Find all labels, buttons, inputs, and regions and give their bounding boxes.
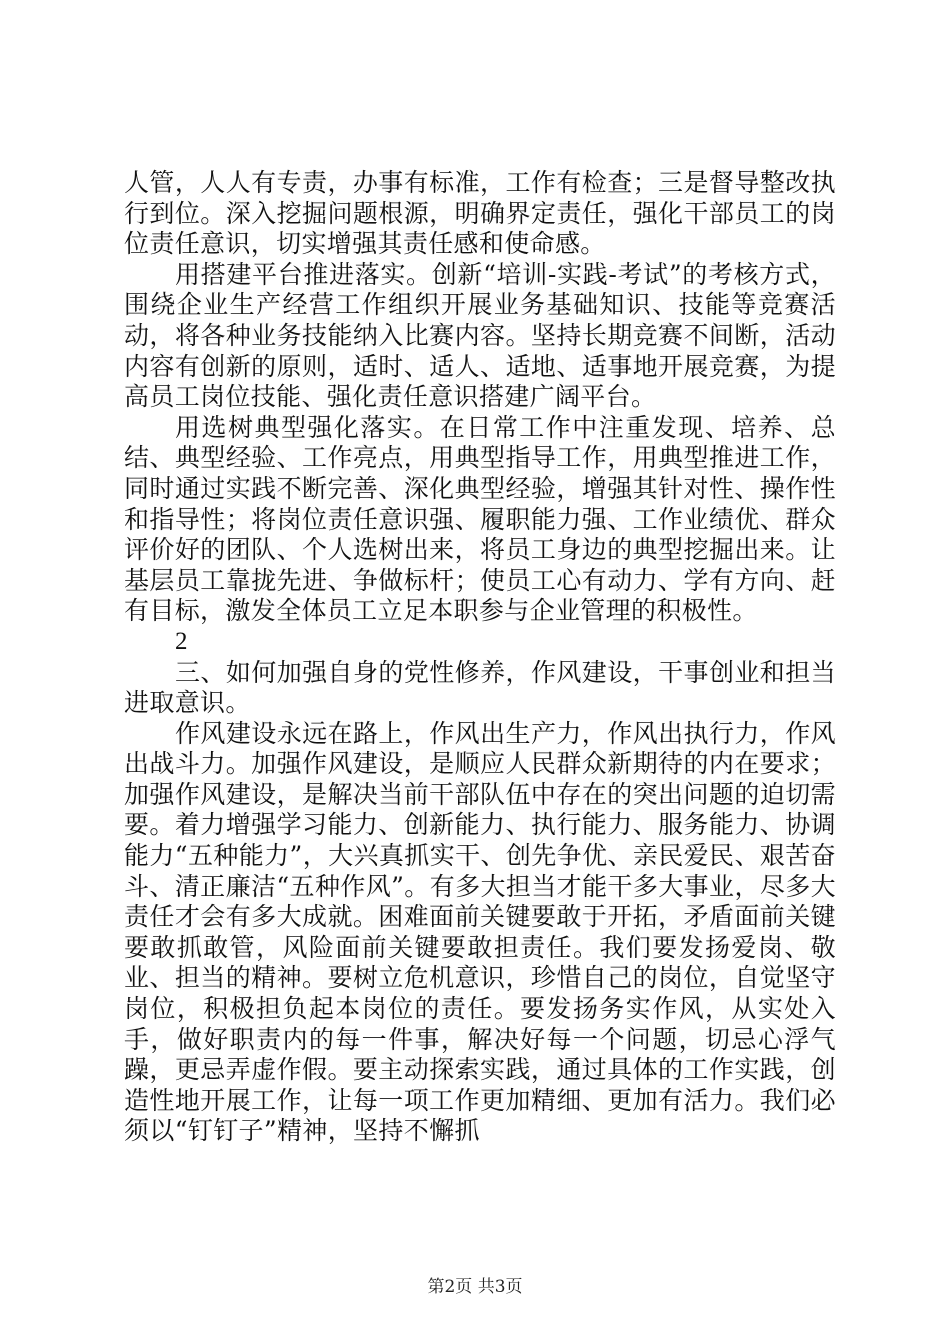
inline-page-number: 2 (175, 627, 188, 655)
document-body (124, 168, 836, 1147)
paragraph-model: 用选树典型强化落实。在日常工作中注重发现、培养、总结、典型经验、工作亮点，用典型指导工作，用典型推进工作，同时通过实践不断完善、深化典型经验，增强其针对性、操作性和指导性；将岗位责任意识强、履职能力强、工作业绩优、群众评价好的团队、个人选树出来，将员工身边的典型挖掘出来。让基层员工靠拢先进、争做标杆；使员工心有动力、学有方向、赶有目标，激发全体员工立足本职参与企业管理的积极性。 (124, 412, 836, 626)
paragraph-platform: 用搭建平台推进落实。创新“培训-实践-考试”的考核方式，围绕企业生产经营工作组织开展业务基础知识、技能等竞赛活动，将各种业务技能纳入比赛内容。坚持长期竞赛不间断，活动内容有创新的原则，适时、适人、适地、适事地开展竞赛，为提高员工岗位技能、强化责任意识搭建广阔平台。 (124, 259, 836, 412)
page-footer (0, 1272, 950, 1297)
section-heading: 三、如何加强自身的党性修养，作风建设，干事创业和担当进取意识。 (124, 657, 836, 718)
page-indicator: 第2页 共3页 (427, 1277, 523, 1297)
paragraph-continuation: 人管，人人有专责，办事有标准，工作有检查；三是督导整改执行到位。深入挖掘问题根源，明确界定责任，强化干部员工的岗位责任意识，切实增强其责任感和使命感。 (124, 168, 836, 259)
paragraph-work-style: 作风建设永远在路上，作风出生产力，作风出执行力，作风出战斗力。加强作风建设，是顺应人民群众新期待的内在要求；加强作风建设，是解决当前干部队伍中存在的突出问题的迫切需要。着力增强学习能力、创新能力、执行能力、服务能力、协调能力“五种能力”，大兴真抓实干、创先争优、亲民爱民、艰苦奋斗、清正廉洁“五种作风”。有多大担当才能干多大事业，尽多大责任才会有多大成就。困难面前关键要敢于开拓，矛盾面前关键要敢抓敢管，风险面前关键要敢担责任。我们要发扬爱岗、敬业、担当的精神。要树立危机意识，珍惜自己的岗位，自觉坚守岗位，积极担负起本岗位的责任。要发扬务实作风，从实处入手，做好职责内的每一件事，解决好每一个问题，切忌心浮气躁，更忌弄虚作假。要主动探索实践，通过具体的工作实践，创造性地开展工作，让每一项工作更加精细、更加有活力。我们必须以“钉钉子”精神，坚持不懈抓 (124, 718, 836, 1146)
